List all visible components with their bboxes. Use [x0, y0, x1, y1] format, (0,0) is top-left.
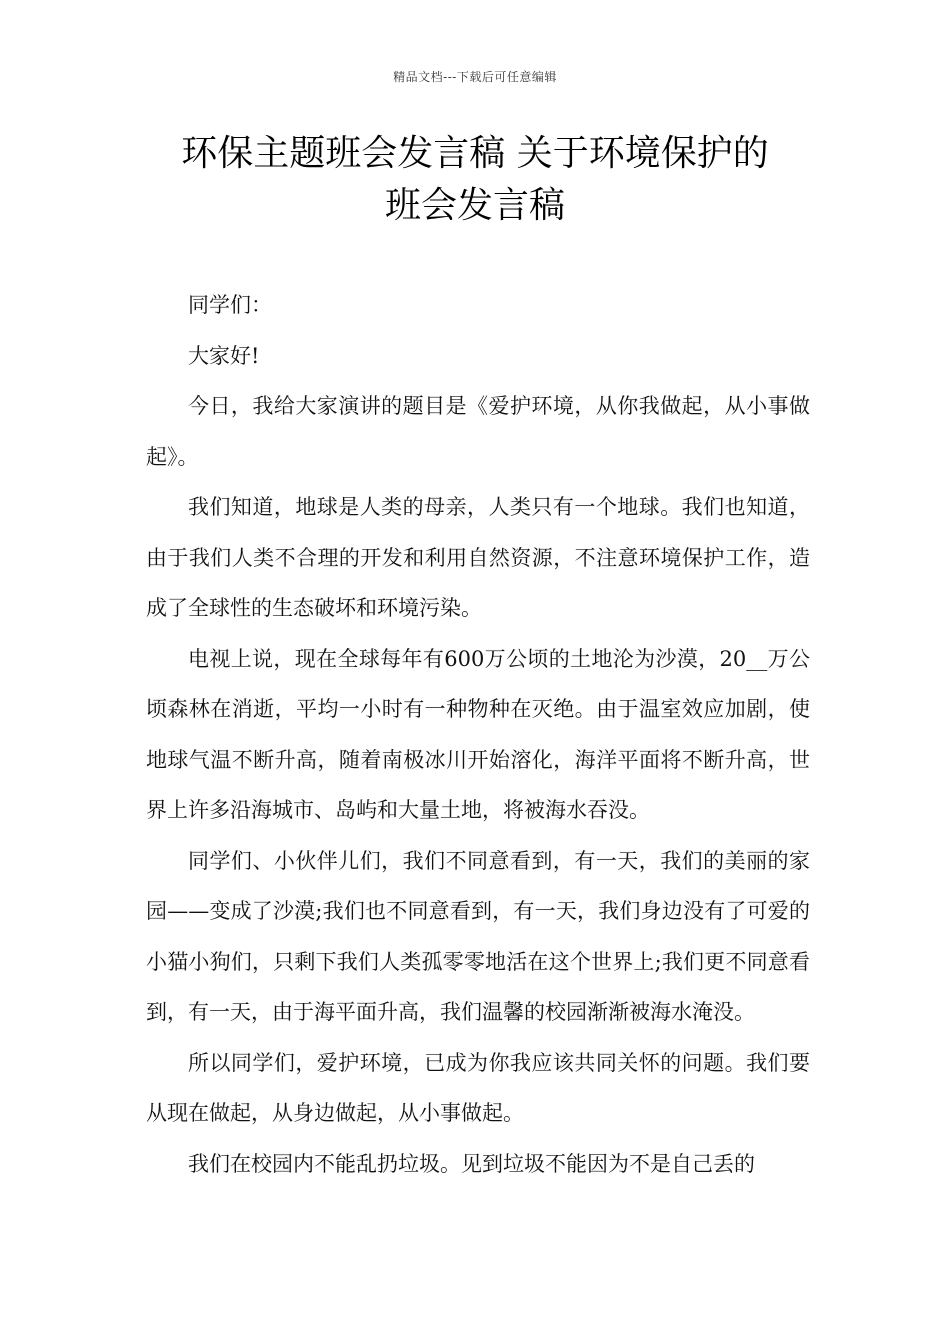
paragraph-so-classmates: 所以同学们，爱护环境，已成为你我应该共同关怀的问题。我们要从现在做起，从身边做起，从小事做起。 — [146, 1050, 810, 1125]
header-note: 精品文档---下载后可任意编辑 — [393, 70, 557, 84]
paragraph-hello: 大家好! — [188, 343, 260, 368]
paragraph-topic: 今日，我给大家演讲的题目是《爱护环境，从你我做起，从小事做起》。 — [146, 394, 810, 469]
paragraph-classmates: 同学们、小伙伴儿们，我们不同意看到，有一天，我们的美丽的家园——变成了沙漠;我们也不同意看到，有一天，我们身边没有了可爱的小猫小狗们，只剩下我们人类孤零零地活在这个世界上;我们更不同意看到，有一天，由于海平面升高，我们温馨的校园渐渐被海水淹没。 — [146, 848, 810, 1024]
paragraph-greeting: 同学们： — [188, 293, 272, 317]
title-line-1: 环保主题班会发言稿 关于环境保护的 — [181, 133, 769, 174]
document-title — [100, 128, 850, 232]
title-line-2: 班会发言稿 — [384, 185, 565, 226]
paragraph-tv-report: 电视上说，现在全球每年有600万公顷的土地沦为沙漠，20__万公顷森林在消逝，平均一小时有一种物种在灭绝。由于温室效应加剧，使地球气温不断升高，随着南极冰川开始溶化，海洋平面将不断升高，世界上许多沿海城市、岛屿和大量土地，将被海水吞没。 — [146, 646, 810, 822]
paragraph-campus: 我们在校园内不能乱扔垃圾。见到垃圾不能因为不是自己丢的 — [188, 1151, 755, 1176]
document-body — [146, 280, 810, 1189]
paragraph-earth: 我们知道，地球是人类的母亲，人类只有一个地球。我们也知道，由于我们人类不合理的开发和利用自然资源，不注意环境保护工作，造成了全球性的生态破坏和环境污染。 — [146, 495, 810, 620]
